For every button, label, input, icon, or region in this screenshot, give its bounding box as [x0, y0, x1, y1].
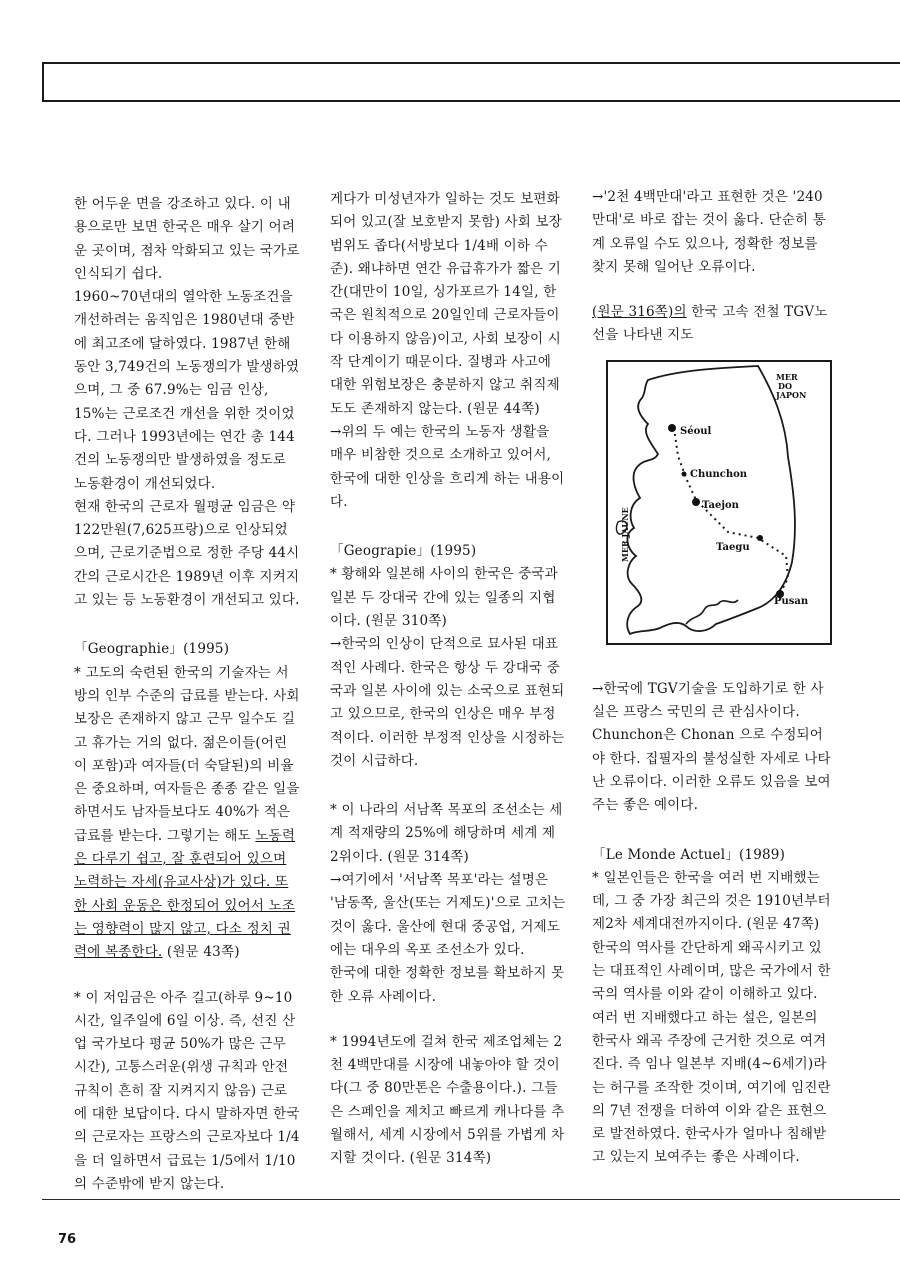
- footer-rule: [42, 1199, 900, 1200]
- sea-east-label-3: JAPON: [776, 390, 807, 400]
- map-caption-text: 한국 고속 전철 TGV노선을 나타낸 지도: [592, 304, 828, 344]
- sea-east-label-2: DO: [778, 381, 792, 391]
- col1-paragraph-5: * 이 저임금은 아주 길고(하루 9~10시간, 일주일에 6일 이상. 즉, 선진 산업 국가보다 평균 50%가 많은 근무 시간), 고통스러운(위생 규칙과 안전 규칙이 흔히 잘 지켜지지 않음) 근로에 대한 보답이다. 다시 말하자면 한국의 근로자는 프랑스의 근로자보다 1/4을 더 일하면서 급료는 1/5에서 1/10의 수준밖에 받지 않는다.: [74, 989, 300, 1192]
- col2-paragraph-5: * 이 나라의 서남쪽 목포의 조선소는 세계 적재량의 25%에 해당하며 세계 제 2위이다. (원문 314쪽): [330, 802, 563, 865]
- col3-paragraph-3: * 일본인들은 한국을 여러 번 지배했는데, 그 중 가장 최근의 것은 1910년부터 제2차 세계대전까지이다. (원문 47쪽): [592, 869, 831, 933]
- col2-paragraph-8: * 1994년도에 걸쳐 한국 제조업체는 2천 4백만대를 시장에 내놓아야 할 것이다(그 중 80만톤은 수출용이다.). 그들은 스페인을 제치고 빠르게 캐나다를 추월해서, 세계 시장에서 5위를 가볍게 차지할 것이다. (원문 314쪽): [330, 1033, 565, 1167]
- seoul-dot: [668, 424, 676, 432]
- coast-wave-1: [686, 600, 738, 624]
- col1-p4-text: * 고도의 숙련된 한국의 기술자는 서방의 인부 수준의 급료를 받는다. 사회보장은 존재하지 않고 근무 일수도 길고 휴가는 거의 없다. 젊은이들(어린이 포함)과 여자들(더 숙달된)의 비율은 중요하며, 여자들은 종종 같은 일을 하면서도 남자들보다도 40%가 적은 급료를 받는다. 그렇기는 해도: [74, 664, 300, 844]
- korea-map-svg: [608, 362, 830, 643]
- col2-paragraph-7: 한국에 대한 정확한 정보를 확보하지 못한 오류 사례이다.: [330, 965, 565, 1005]
- column-3: [592, 186, 834, 1170]
- col2-paragraph-4: →한국의 인상이 단적으로 묘사된 대표적인 사례다. 한국은 항상 두 강대국 중국과 일본 사이에 있는 소국으로 표현되고 있으므로, 한국의 인상은 매우 부정적이다. 이러한 부정적 인상을 시정하는 것이 시급하다.: [330, 636, 565, 769]
- col2-source-citation: 「Geograpie」(1995): [330, 543, 477, 560]
- col1-paragraph-1: 한 어두운 면을 강조하고 있다. 이 내용으로만 보면 한국은 매우 살기 어려운 곳이며, 점차 악화되고 있는 국가로 인식되기 쉽다.: [74, 196, 300, 282]
- col1-paragraph-4: [74, 662, 300, 965]
- col1-p4-ref: (원문 43쪽): [162, 944, 240, 961]
- col3-paragraph-4: 한국의 역사를 간단하게 왜곡시키고 있는 대표적인 사례이며, 많은 국가에서 한국의 역사를 이와 같이 이해하고 있다. 여러 번 지배했다고 하는 설은, 일본의 한국사 왜곡 주장에 근거한 것으로 여겨진다. 즉 임나 일본부 지배(4~6세기)라는 허구를 조작한 것이며, 여기에 임진란의 7년 전쟁을 더하여 이와 같은 표현으로 발전하였다. 한국사가 얼마나 침해받고 있는지 보여주는 좋은 사례이다.: [592, 939, 831, 1166]
- tgv-route-line: [674, 428, 788, 594]
- col3-source-citation: 「Le Monde Actuel」(1989): [592, 846, 786, 863]
- taegu-dot: [757, 535, 763, 541]
- sea-east-label-1: MER: [776, 372, 798, 382]
- column-2: [330, 188, 566, 1171]
- col1-paragraph-3: 현재 한국의 근로자 월평균 임금은 약 122만원(7,625프랑)으로 인상되었으며, 근로기준법으로 정한 주당 44시간의 근로시간은 1989년 이후 지켜지고 있는 등 노동환경이 개선되고 있다.: [74, 498, 300, 609]
- header-frame: [42, 62, 900, 102]
- city-label-pusan: Pusan: [774, 596, 809, 607]
- taejon-dot: [692, 498, 700, 506]
- col2-paragraph-2: →위의 두 예는 한국의 노동자 생활을 매우 비참한 것으로 소개하고 있어서, 한국에 대한 인상을 흐리게 하는 내용이다.: [330, 423, 565, 510]
- city-label-taejon: Taejon: [702, 500, 739, 511]
- col1-source-citation: 「Geographie」(1995): [74, 641, 230, 658]
- col1-p4-underlined: 노동력은 다루기 쉽고, 잘 훈련되어 있으며 노력하는 자세(유교사상)가 있다. 또한 사회 운동은 한정되어 있어서 노조는 영향력이 많지 않고, 다소 정치 권력에 복종한다.: [74, 827, 296, 961]
- city-label-seoul: Séoul: [680, 426, 712, 437]
- map-caption-ref: (원문 316쪽)의: [592, 304, 687, 321]
- col3-paragraph-1: →'2천 4백만대'라고 표현한 것은 '240만대'로 바로 잡는 것이 옳다. 단순히 통계 오류일 수도 있으나, 정확한 정보를 찾지 못해 일어난 오류이다.: [592, 189, 826, 275]
- sea-west-label: MER JAUNE: [620, 507, 630, 562]
- map-caption: [592, 301, 834, 348]
- col3-paragraph-2: →한국에 TGV기술을 도입하기로 한 사실은 프랑스 국민의 큰 관심사이다. Chunchon은 Chonan 으로 수정되어야 한다. 집필자의 불성실한 자세로 나타난 오류이다. 이러한 오류도 있음을 보여주는 좋은 예이다.: [592, 680, 831, 814]
- col1-paragraph-2: 1960~70년대의 열악한 노동조건을 개선하려는 움직임은 1980년대 중반에 최고조에 달하였다. 1987년 한해 동안 3,749건의 노동쟁의가 발생하였으며, 그 중 67.9%는 임금 인상, 15%는 근로조건 개선을 위한 것이었다. 그러나 1993년에는 연간 총 144건의 노동쟁의만 발생하였을 정도로 노동환경이 개선되었다.: [74, 289, 300, 492]
- col2-paragraph-6: →여기에서 '서남쪽 목포'라는 설명은 '남동쪽, 울산(또는 거제도)'으로 고치는 것이 옳다. 울산에 현대 중공업, 거제도에는 대우의 옥포 조선소가 있다.: [330, 872, 566, 958]
- tgv-route-map: [606, 360, 832, 645]
- col2-paragraph-3: * 황해와 일본해 사이의 한국은 중국과 일본 두 강대국 간에 있는 일종의 지협이다. (원문 310쪽): [330, 566, 559, 630]
- chunchon-dot: [682, 472, 687, 477]
- col2-paragraph-1: 게다가 미성년자가 일하는 것도 보편화되어 있고(잘 보호받지 못함) 사회 보장 범위도 좁다(서방보다 1/4배 이하 수준). 왜냐하면 연간 유급휴가가 짧은 기간(대만이 10일, 싱가포르가 14일, 한국은 원칙적으로 20일인데 근로자들이 다 이용하지 않음)이고, 사회 보장이 시작 단계이기 때문이다. 질병과 사고에 대한 위험보장은 충분하지 않고 취직제도도 존재하지 않는다. (원문 44쪽): [330, 191, 563, 417]
- city-label-chunchon: Chunchon: [690, 469, 748, 480]
- city-label-taegu: Taegu: [716, 542, 750, 553]
- column-1: [74, 193, 300, 1196]
- page-number: 76: [58, 1232, 77, 1247]
